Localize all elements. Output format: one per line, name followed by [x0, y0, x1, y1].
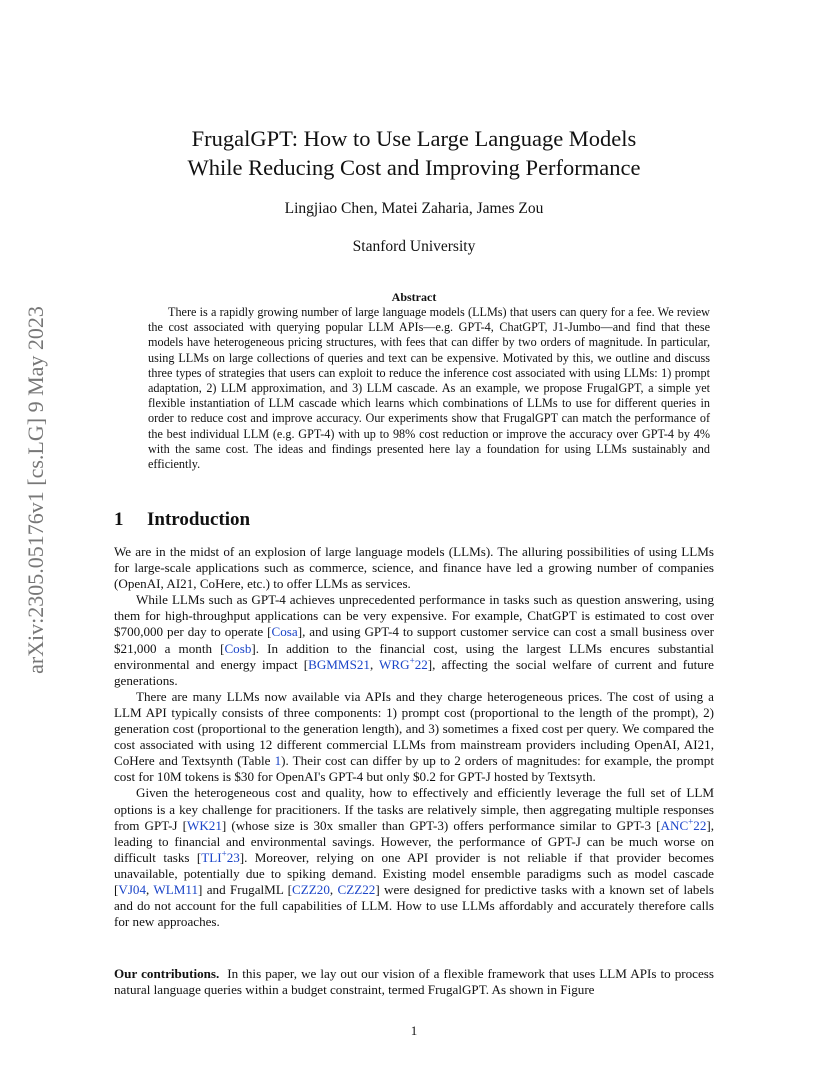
text-run: There are many LLMs now available via APIs and they charge heterogeneous prices. The cost of using a LLM API typically consists of three components: 1) prompt cost (proportional to the length of the prompt), 2) generation cost (proportional to the generation length), and 3) sometimes a fixed cost per query. We compared the cost associated with using 12 different commercial LLMs from mainstream providers including OpenAI, AI21, CoHere and Textsynth (Table	[114, 688, 714, 769]
citation-sup: +	[409, 655, 415, 666]
abstract-text: There is a rapidly growing number of large language models (LLMs) that users can query for a fee. We review the cost associated with querying popular LLM APIs—e.g. GPT-4, ChatGPT, J1-Jumbo—and find that these models have heterogeneous pricing structures, with fees that can differ by two orders of magnitude. In particular, using LLMs on large collections of queries and text can be expensive. Motivated by this, we outline and discuss three types of strategies that users can exploit to reduce the inference cost associated with using LLMs: 1) prompt adaptation, 2) LLM approximation, and 3) LLM cascade. As an example, we propose FrugalGPT, a simple yet flexible instantiation of LLM cascade which learns which combinations of LLMs to use for different queries in order to reduce cost and improve accuracy. Our experiments show that FrugalGPT can match the performance of the best individual LLM (e.g. GPT-4) with up to 98% cost reduction or improve the accuracy over GPT-4 by 4% with the same cost. The ideas and findings presented here lay a foundation for using LLMs sustainably and efficiently.	[148, 305, 710, 472]
text-run: ] and FrugalML [	[198, 881, 293, 897]
section-heading	[114, 509, 250, 531]
citation-link[interactable]: VJ04	[118, 881, 147, 897]
text-run: ]. In addition to the financial cost, using the largest LLMs encures substantial environmental and energy impact [	[114, 640, 714, 672]
paragraph-1: We are in the midst of an explosion of large language models (LLMs). The alluring possibilities of using LLMs for large-scale applications such as commerce, science, and finance have led a growing number of companies (OpenAI, AI21, CoHere, etc.) to offer LLMs as services.	[114, 544, 714, 592]
citation-link[interactable]	[379, 657, 428, 672]
title-line-2: While Reducing Cost and Improving Performance	[187, 155, 641, 180]
text-run: ,	[369, 656, 380, 672]
paper-title	[114, 124, 714, 182]
citation-text: 23	[226, 849, 240, 865]
section-title: Introduction	[147, 509, 251, 530]
text-run: ]. Moreover, relying on one API provider is not reliable if that provider becomes unavailable, potentially due to spiking demand. Existing model ensemble paradigms such as model cascade [	[114, 849, 714, 897]
citation-link[interactable]: CZZ20	[292, 881, 330, 897]
text-run: ,	[146, 881, 154, 897]
paragraph-2	[114, 592, 714, 689]
section-number: 1	[114, 509, 124, 530]
citation-link[interactable]: Cosa	[271, 624, 298, 640]
title-line-1: FrugalGPT: How to Use Large Language Models	[191, 126, 637, 151]
authors: Lingjiao Chen, Matei Zaharia, James Zou	[284, 200, 544, 217]
paragraph-3	[114, 689, 714, 786]
citation-sup: +	[688, 816, 694, 827]
contributions-heading: Our contributions.	[114, 966, 220, 981]
citation-text: WRG	[379, 656, 410, 672]
text-run: While LLMs such as GPT-4 achieves unprecedented performance in tasks such as question answering, using them for high-throughput applications can be very expensive. For example, ChatGPT is estimated to cost over $700,000 per day to operate [	[114, 592, 714, 640]
citation-link[interactable]: BGMMS21	[308, 656, 370, 672]
table-reference-link[interactable]: 1	[274, 753, 282, 769]
arxiv-identifier	[22, 285, 50, 695]
citation-text: ANC	[660, 817, 689, 833]
paragraph-4	[114, 785, 714, 930]
citation-text: 22	[414, 656, 428, 672]
contributions-text: In this paper, we lay out our vision of a flexible framework that uses LLM APIs to process natural language queries within a budget constraint, termed FrugalGPT. As shown in Figure	[114, 966, 714, 998]
citation-text: 22	[693, 817, 707, 833]
citation-sup: +	[221, 848, 227, 859]
text-run: ] were designed for predictive tasks with a known set of labels and do not account for the full capabilities of LLM. How to use LLMs affordably and accurately therefore calls for new approaches.	[114, 881, 715, 930]
citation-link[interactable]: WLM11	[153, 881, 199, 897]
text-run: Given the heterogeneous cost and quality, how to effectively and efficiently leverage the full set of LLM options is a key challenge for pracitioners. If the tasks are relatively simple, then aggregating multiple responses from GPT-J [	[114, 785, 714, 833]
citation-link[interactable]	[201, 850, 240, 865]
affiliation: Stanford University	[352, 238, 476, 255]
text-run: ] (whose size is 30x smaller than GPT-3) offers performance similar to GPT-3 [	[221, 817, 661, 833]
citation-link[interactable]: WK21	[186, 817, 222, 833]
citation-link[interactable]: CZZ22	[337, 881, 376, 897]
text-run: ,	[329, 881, 338, 897]
page-number: 1	[410, 1023, 418, 1038]
text-run: ], leading to financial and environmental savings. However, the performance of GPT-J can be much worse on difficult tasks [	[114, 817, 714, 865]
abstract-heading: Abstract	[391, 290, 437, 304]
contributions-paragraph	[114, 966, 714, 998]
text-run: ). Their cost can differ by up to 2 orders of magnitudes: for example, the prompt cost for 10M tokens is $30 for OpenAI's GPT-4 but only $0.2 for GPT-J hosted by Textsyth.	[114, 753, 714, 785]
citation-text: TLI	[201, 849, 222, 865]
text-run: ], and using GPT-4 to support customer service can cost a small business over $21,000 a month [	[114, 624, 714, 656]
citation-link[interactable]: Cosb	[224, 640, 252, 656]
arxiv-identifier-text: arXiv:2305.05176v1 [cs.LG] 9 May 2023	[23, 306, 48, 674]
citation-link[interactable]	[661, 818, 707, 833]
text-run: ], affecting the social welfare of current and future generations.	[114, 656, 714, 688]
body-text	[114, 544, 714, 930]
